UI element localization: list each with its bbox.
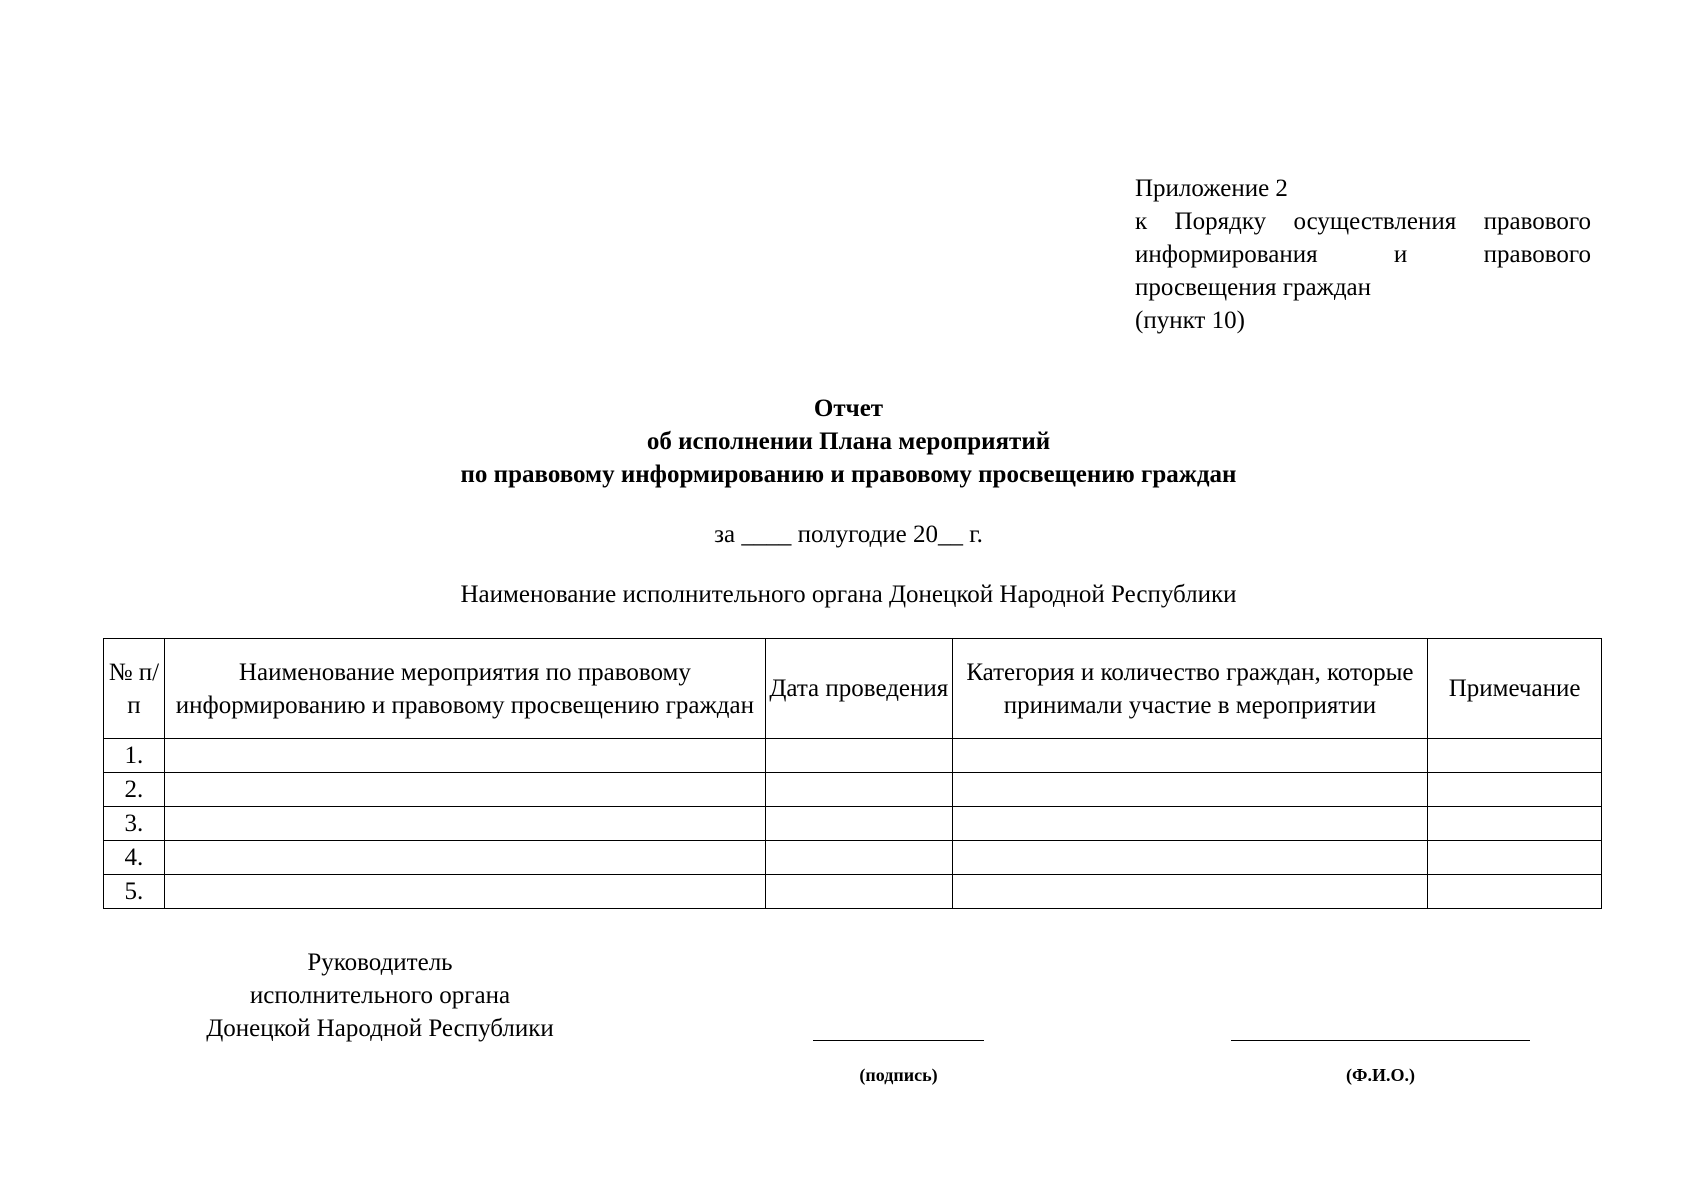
header-event-name: Наименование мероприятия по правовому информированию и правовому просвещению граждан: [164, 639, 765, 739]
table-row: [104, 773, 1602, 807]
table-row: [104, 807, 1602, 841]
cell-date: [765, 841, 952, 875]
cell-event-name: [164, 773, 765, 807]
table-header-row: [104, 639, 1602, 739]
header-num: № п/п: [104, 639, 165, 739]
cell-date: [765, 773, 952, 807]
cell-category: [952, 875, 1427, 909]
row-number: 5.: [104, 875, 165, 909]
fio-line: [1231, 1040, 1530, 1041]
table-row: [104, 841, 1602, 875]
table-row: [104, 739, 1602, 773]
cell-note: [1428, 875, 1602, 909]
header-category: Категория и количество граждан, которые принимали участие в мероприятии: [952, 639, 1427, 739]
cell-category: [952, 773, 1427, 807]
table-row: [104, 875, 1602, 909]
cell-note: [1428, 807, 1602, 841]
cell-date: [765, 875, 952, 909]
signature-line: [813, 1040, 984, 1041]
cell-category: [952, 807, 1427, 841]
appendix-block: [1135, 172, 1591, 337]
head-title-line-2: исполнительного органа: [249, 982, 511, 1009]
cell-event-name: [164, 739, 765, 773]
cell-category: [952, 739, 1427, 773]
appendix-ref-line-1: к Порядку осуществления правового: [1135, 208, 1591, 235]
row-number: 4.: [104, 841, 165, 875]
title-line-1: Отчет: [813, 395, 884, 422]
fio-caption: (Ф.И.О.): [1346, 1065, 1415, 1085]
appendix-ref-line-2: информирования и правового: [1135, 241, 1591, 268]
org-name-label: Наименование исполнительного органа Донецкой Народной Республики: [460, 581, 1237, 608]
appendix-ref-line-3: просвещения граждан: [1135, 274, 1372, 301]
cell-event-name: [164, 875, 765, 909]
row-number: 1.: [104, 739, 165, 773]
signature-caption: (подпись): [859, 1065, 938, 1085]
header-date: Дата проведения: [765, 639, 952, 739]
head-title-line-1: Руководитель: [307, 949, 453, 976]
head-title-block: [130, 946, 630, 1045]
cell-note: [1428, 739, 1602, 773]
cell-category: [952, 841, 1427, 875]
report-table: [103, 638, 1602, 909]
cell-event-name: [164, 807, 765, 841]
report-period: за ____ полугодие 20__ г.: [714, 521, 983, 548]
cell-date: [765, 739, 952, 773]
appendix-number: Приложение 2: [1135, 175, 1288, 202]
cell-event-name: [164, 841, 765, 875]
head-title-line-3: Донецкой Народной Республики: [206, 1015, 554, 1042]
document-title: [0, 392, 1697, 491]
title-line-3: по правовому информированию и правовому просвещению граждан: [460, 461, 1237, 488]
cell-note: [1428, 773, 1602, 807]
appendix-ref-point: (пункт 10): [1135, 307, 1245, 334]
cell-note: [1428, 841, 1602, 875]
header-note: Примечание: [1428, 639, 1602, 739]
title-line-2: об исполнении Плана мероприятий: [646, 428, 1051, 455]
row-number: 3.: [104, 807, 165, 841]
cell-date: [765, 807, 952, 841]
row-number: 2.: [104, 773, 165, 807]
